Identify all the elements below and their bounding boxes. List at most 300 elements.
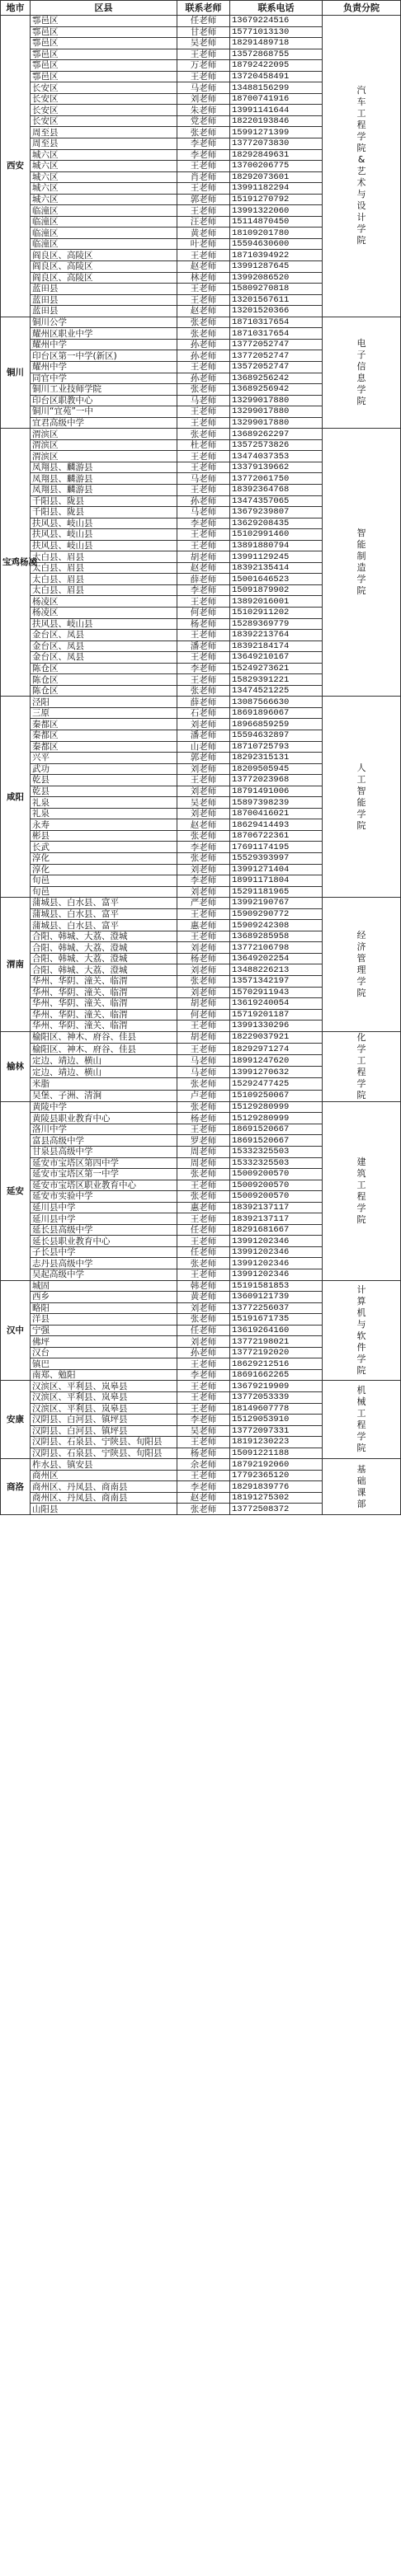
teacher-cell: 石老师 <box>177 707 230 719</box>
district-cell: 榆阳区、神木、府谷、佳县 <box>31 1043 177 1054</box>
school-cell <box>323 429 401 697</box>
phone-cell: 18792192060 <box>230 1459 323 1471</box>
district-cell: 凤翔县、麟游县 <box>31 473 177 485</box>
teacher-cell: 周老师 <box>177 1146 230 1157</box>
district-cell: 城六区 <box>31 149 177 161</box>
phone-cell: 18109201780 <box>230 228 323 239</box>
district-cell: 蓝田县 <box>31 294 177 306</box>
teacher-cell: 王老师 <box>177 406 230 418</box>
district-cell: 陈仓区 <box>31 663 177 674</box>
teacher-cell: 吴老师 <box>177 797 230 809</box>
phone-cell: 15909290772 <box>230 908 323 920</box>
teacher-cell: 刘老师 <box>177 964 230 976</box>
teacher-cell: 何老师 <box>177 1009 230 1021</box>
teacher-cell: 汪老师 <box>177 216 230 228</box>
teacher-cell: 张老师 <box>177 830 230 842</box>
phone-cell: 18700416021 <box>230 808 323 819</box>
district-cell: 杨凌区 <box>31 607 177 618</box>
district-cell: 太白县、眉县 <box>31 574 177 585</box>
district-cell: 延安市实验中学 <box>31 1191 177 1203</box>
teacher-cell: 杨老师 <box>177 618 230 630</box>
teacher-cell: 刘老师 <box>177 763 230 775</box>
phone-cell: 13772052747 <box>230 350 323 362</box>
district-cell: 鄠邑区 <box>31 38 177 49</box>
teacher-cell: 吴老师 <box>177 38 230 49</box>
teacher-cell: 王老师 <box>177 931 230 942</box>
district-cell: 渭滨区 <box>31 429 177 440</box>
teacher-cell: 王老师 <box>177 284 230 295</box>
district-cell: 南郑、勉阳 <box>31 1369 177 1381</box>
district-cell: 渭滨区 <box>31 451 177 462</box>
district-cell: 延川县中学 <box>31 1202 177 1213</box>
teacher-cell: 郭老师 <box>177 194 230 205</box>
teacher-cell: 王老师 <box>177 1180 230 1191</box>
district-cell: 城固 <box>31 1280 177 1292</box>
district-cell: 太白县、眉县 <box>31 562 177 574</box>
district-cell: 阎良区、高陵区 <box>31 272 177 284</box>
district-cell: 柞水县、镇安县 <box>31 1459 177 1471</box>
phone-cell: 15102911202 <box>230 607 323 618</box>
phone-cell: 15909242308 <box>230 920 323 931</box>
teacher-cell: 王老师 <box>177 1470 230 1481</box>
city-cell: 西安 <box>1 16 31 317</box>
district-cell: 汉滨区、平利县、岚皋县 <box>31 1391 177 1403</box>
teacher-cell: 王老师 <box>177 1358 230 1370</box>
district-cell: 长安区 <box>31 82 177 94</box>
teacher-cell: 韩老师 <box>177 1280 230 1292</box>
district-cell: 蒲城县、白水县、富平 <box>31 898 177 909</box>
district-cell: 铜川公学 <box>31 317 177 328</box>
phone-cell: 18791491006 <box>230 786 323 797</box>
district-cell: 渭滨区 <box>31 439 177 451</box>
teacher-cell: 李老师 <box>177 1415 230 1426</box>
phone-cell: 13649210167 <box>230 652 323 664</box>
district-cell: 扶风县、岐山县 <box>31 518 177 529</box>
teacher-cell: 刘老师 <box>177 987 230 998</box>
district-cell: 佛坪 <box>31 1336 177 1348</box>
phone-cell: 18392213764 <box>230 630 323 641</box>
district-cell: 富县高级中学 <box>31 1135 177 1147</box>
teacher-cell: 王老师 <box>177 1124 230 1135</box>
district-cell: 泾阳 <box>31 697 177 708</box>
phone-cell: 18220193846 <box>230 115 323 127</box>
teacher-cell: 杨老师 <box>177 1448 230 1459</box>
teacher-cell: 孙老师 <box>177 373 230 384</box>
teacher-cell: 周老师 <box>177 1157 230 1169</box>
city-cell: 咸阳 <box>1 697 31 898</box>
phone-cell: 15009200570 <box>230 1191 323 1203</box>
district-cell: 凤翔县、麟游县 <box>31 462 177 473</box>
phone-cell: 15249273621 <box>230 663 323 674</box>
phone-cell: 13619240054 <box>230 998 323 1010</box>
phone-cell: 18392364768 <box>230 484 323 495</box>
phone-cell: 13772106798 <box>230 942 323 954</box>
district-cell: 鄠邑区 <box>31 71 177 82</box>
teacher-cell: 王老师 <box>177 540 230 551</box>
district-cell: 铜川“宜苑”一中 <box>31 406 177 418</box>
teacher-cell: 胡老师 <box>177 998 230 1010</box>
phone-cell: 13689256942 <box>230 384 323 396</box>
city-cell: 延安 <box>1 1101 31 1280</box>
teacher-cell: 任老师 <box>177 1325 230 1336</box>
phone-cell: 13991270632 <box>230 1067 323 1078</box>
teacher-cell: 赵老师 <box>177 306 230 317</box>
teacher-cell: 李老师 <box>177 1481 230 1493</box>
city-cell: 商洛 <box>1 1459 31 1515</box>
city-cell: 铜川 <box>1 317 31 428</box>
phone-cell: 18629212516 <box>230 1358 323 1370</box>
phone-cell: 18991247620 <box>230 1055 323 1067</box>
teacher-cell: 张老师 <box>177 429 230 440</box>
district-cell: 镇巴 <box>31 1358 177 1370</box>
district-cell: 汉阴县、白河县、镇坪县 <box>31 1415 177 1426</box>
phone-cell: 15719201187 <box>230 1009 323 1021</box>
phone-cell: 13992190767 <box>230 898 323 909</box>
district-cell: 淳化 <box>31 864 177 875</box>
district-cell: 耀州中学 <box>31 361 177 373</box>
district-cell: 城六区 <box>31 171 177 183</box>
phone-cell: 15191270792 <box>230 194 323 205</box>
phone-cell: 13772023968 <box>230 775 323 786</box>
district-cell: 长安区 <box>31 105 177 116</box>
phone-cell: 18291681667 <box>230 1224 323 1236</box>
phone-cell: 13891880794 <box>230 540 323 551</box>
teacher-cell: 王老师 <box>177 630 230 641</box>
teacher-cell: 马老师 <box>177 1055 230 1067</box>
district-cell: 长安区 <box>31 115 177 127</box>
teacher-cell: 马老师 <box>177 82 230 94</box>
teacher-cell: 任老师 <box>177 1224 230 1236</box>
teacher-cell: 张老师 <box>177 127 230 138</box>
phone-cell: 15091879902 <box>230 584 323 596</box>
teacher-cell: 张老师 <box>177 1314 230 1326</box>
teacher-cell: 王老师 <box>177 1021 230 1032</box>
teacher-cell: 惠老师 <box>177 1202 230 1213</box>
phone-cell: 13772073830 <box>230 138 323 150</box>
teacher-cell: 马老师 <box>177 507 230 518</box>
district-cell: 华州、华阴、潼关、临渭 <box>31 1021 177 1032</box>
district-cell: 铜川工业技师学院 <box>31 384 177 396</box>
district-cell: 洛川中学 <box>31 1124 177 1135</box>
teacher-cell: 刘老师 <box>177 808 230 819</box>
phone-cell: 13991271404 <box>230 864 323 875</box>
phone-cell: 13609121739 <box>230 1292 323 1303</box>
district-cell: 城六区 <box>31 161 177 172</box>
phone-cell: 18229037921 <box>230 1031 323 1043</box>
phone-cell: 15594632897 <box>230 730 323 742</box>
teacher-cell: 任老师 <box>177 16 230 27</box>
district-cell: 兴平 <box>31 753 177 764</box>
city-cell: 安康 <box>1 1381 31 1459</box>
phone-cell: 15897398239 <box>230 797 323 809</box>
phone-cell: 18392137117 <box>230 1213 323 1225</box>
phone-cell: 13679219909 <box>230 1381 323 1392</box>
district-cell: 华州、华阴、潼关、临渭 <box>31 998 177 1010</box>
phone-cell: 13772053339 <box>230 1391 323 1403</box>
teacher-cell: 赵老师 <box>177 1492 230 1504</box>
phone-cell: 15114870450 <box>230 216 323 228</box>
district-cell: 米脂 <box>31 1078 177 1090</box>
phone-cell: 13772061750 <box>230 473 323 485</box>
teacher-cell: 肖老师 <box>177 171 230 183</box>
district-cell: 秦都区 <box>31 741 177 753</box>
phone-cell: 13772052747 <box>230 339 323 350</box>
teacher-cell: 孙老师 <box>177 339 230 350</box>
city-cell: 渭南 <box>1 898 31 1032</box>
teacher-cell: 王老师 <box>177 775 230 786</box>
school-label: 机械工程学院 <box>356 1385 366 1454</box>
phone-cell: 15129280999 <box>230 1101 323 1113</box>
phone-cell: 15009200570 <box>230 1169 323 1180</box>
phone-cell: 13991287645 <box>230 261 323 273</box>
teacher-cell: 李老师 <box>177 584 230 596</box>
teacher-cell: 马老师 <box>177 473 230 485</box>
district-cell: 合阳、韩城、大荔、澄城 <box>31 942 177 954</box>
phone-cell: 13488226213 <box>230 964 323 976</box>
teacher-cell: 薛老师 <box>177 697 230 708</box>
phone-cell: 13299017880 <box>230 406 323 418</box>
district-cell: 商州区 <box>31 1470 177 1481</box>
district-cell: 旬邑 <box>31 886 177 898</box>
phone-cell: 13700206775 <box>230 161 323 172</box>
phone-cell: 13991202346 <box>230 1236 323 1247</box>
school-cell <box>323 1031 401 1101</box>
school-label: 基础课部 <box>356 1463 366 1509</box>
phone-cell: 13299017880 <box>230 417 323 429</box>
header-city: 地市 <box>1 1 31 16</box>
teacher-cell: 王老师 <box>177 1269 230 1280</box>
teacher-cell: 王老师 <box>177 451 230 462</box>
district-cell: 扶风县、岐山县 <box>31 540 177 551</box>
district-cell: 榆阳区、神木、府谷、佳县 <box>31 1031 177 1043</box>
phone-cell: 15001646523 <box>230 574 323 585</box>
teacher-cell: 甘老师 <box>177 26 230 38</box>
teacher-cell: 黄老师 <box>177 228 230 239</box>
teacher-cell: 王老师 <box>177 250 230 261</box>
phone-cell: 18291839776 <box>230 1481 323 1493</box>
phone-cell: 13201567611 <box>230 294 323 306</box>
teacher-cell: 刘老师 <box>177 93 230 105</box>
district-cell: 吴堡、子洲、清涧 <box>31 1090 177 1101</box>
phone-cell: 17792365120 <box>230 1470 323 1481</box>
district-cell: 合阳、韩城、大荔、澄城 <box>31 931 177 942</box>
district-cell: 延安市宝塔区第四中学 <box>31 1157 177 1169</box>
phone-cell: 18700741916 <box>230 93 323 105</box>
teacher-cell: 林老师 <box>177 272 230 284</box>
teacher-cell: 刘老师 <box>177 886 230 898</box>
district-cell: 凤翔县、麟游县 <box>31 484 177 495</box>
phone-cell: 18292971274 <box>230 1043 323 1054</box>
phone-cell: 18706722361 <box>230 830 323 842</box>
district-cell: 太白县、眉县 <box>31 551 177 563</box>
teacher-cell: 王老师 <box>177 674 230 686</box>
table-row <box>1 429 401 440</box>
district-cell: 千阳县、陇县 <box>31 507 177 518</box>
teacher-cell: 张老师 <box>177 1504 230 1515</box>
phone-cell: 15332325503 <box>230 1157 323 1169</box>
district-cell: 淳化 <box>31 853 177 865</box>
phone-cell: 13689256242 <box>230 373 323 384</box>
phone-cell: 13299017880 <box>230 395 323 406</box>
header-row <box>1 1 401 16</box>
school-cell <box>323 1280 401 1381</box>
teacher-cell: 何老师 <box>177 607 230 618</box>
city-cell: 汉中 <box>1 1280 31 1381</box>
phone-cell: 13689262297 <box>230 429 323 440</box>
teacher-cell: 赵老师 <box>177 562 230 574</box>
district-cell: 三原 <box>31 707 177 719</box>
table-row <box>1 898 401 909</box>
district-cell: 商州区、丹凤县、商南县 <box>31 1492 177 1504</box>
phone-cell: 18691896067 <box>230 707 323 719</box>
district-cell: 蓝田县 <box>31 306 177 317</box>
district-cell: 汉阴县、石泉县、宁陕县、旬阳县 <box>31 1448 177 1459</box>
teacher-cell: 王老师 <box>177 183 230 195</box>
phone-cell: 15332325503 <box>230 1146 323 1157</box>
district-cell: 汉滨区、平利县、岚皋县 <box>31 1381 177 1392</box>
teacher-cell: 杜老师 <box>177 439 230 451</box>
district-cell: 略阳 <box>31 1302 177 1314</box>
teacher-cell: 王老师 <box>177 361 230 373</box>
teacher-cell: 王老师 <box>177 652 230 664</box>
phone-cell: 15809270818 <box>230 284 323 295</box>
phone-cell: 13992086520 <box>230 272 323 284</box>
district-cell: 武功 <box>31 763 177 775</box>
district-cell: 长安区 <box>31 93 177 105</box>
phone-cell: 18792422095 <box>230 60 323 72</box>
phone-cell: 13772508372 <box>230 1504 323 1515</box>
district-cell: 蒲城县、白水县、富平 <box>31 920 177 931</box>
teacher-cell: 李老师 <box>177 663 230 674</box>
table-row <box>1 1381 401 1392</box>
teacher-cell: 张老师 <box>177 1101 230 1113</box>
teacher-cell: 孙老师 <box>177 1347 230 1358</box>
phone-cell: 15702911943 <box>230 987 323 998</box>
district-cell: 印台区第一中学(新区) <box>31 350 177 362</box>
district-cell: 鄠邑区 <box>31 16 177 27</box>
teacher-cell: 王老师 <box>177 462 230 473</box>
phone-cell: 13991322060 <box>230 205 323 217</box>
teacher-cell: 赵老师 <box>177 819 230 831</box>
district-cell: 鄠邑区 <box>31 49 177 60</box>
district-cell: 汉阴县、石泉县、宁陕县、旬阳县 <box>31 1437 177 1448</box>
school-label: 计算机与软件学院 <box>356 1283 366 1376</box>
school-label: 经济管理学院 <box>356 929 366 998</box>
table-row <box>1 317 401 328</box>
teacher-cell: 王老师 <box>177 596 230 608</box>
teacher-cell: 马老师 <box>177 1067 230 1078</box>
teacher-cell: 王老师 <box>177 417 230 429</box>
phone-cell: 13679224516 <box>230 16 323 27</box>
teacher-cell: 任老师 <box>177 1246 230 1258</box>
teacher-cell: 王老师 <box>177 71 230 82</box>
teacher-cell: 张老师 <box>177 853 230 865</box>
phone-cell: 13991202346 <box>230 1246 323 1258</box>
teacher-cell: 张老师 <box>177 328 230 340</box>
phone-cell: 15991271399 <box>230 127 323 138</box>
teacher-cell: 王老师 <box>177 529 230 541</box>
district-cell: 周至县 <box>31 127 177 138</box>
teacher-cell: 惠老师 <box>177 920 230 931</box>
district-cell: 汉台 <box>31 1347 177 1358</box>
school-label: 人工智能学院 <box>356 762 366 831</box>
district-cell: 秦都区 <box>31 730 177 742</box>
district-cell: 华州、华阴、潼关、临渭 <box>31 976 177 988</box>
phone-cell: 18710317654 <box>230 328 323 340</box>
teacher-cell: 王老师 <box>177 484 230 495</box>
school-cell <box>323 697 401 898</box>
district-cell: 延安市宝塔区第一中学 <box>31 1169 177 1180</box>
phone-cell: 13474037353 <box>230 451 323 462</box>
district-cell: 华州、华阴、潼关、临渭 <box>31 1009 177 1021</box>
district-cell: 商州区、丹凤县、商南县 <box>31 1481 177 1493</box>
district-cell: 汉滨区、平利县、岚皋县 <box>31 1403 177 1415</box>
phone-cell: 18691520667 <box>230 1135 323 1147</box>
teacher-cell: 罗老师 <box>177 1135 230 1147</box>
table-row <box>1 1459 401 1471</box>
teacher-cell: 万老师 <box>177 60 230 72</box>
phone-cell: 13619264160 <box>230 1325 323 1336</box>
phone-cell: 18292315131 <box>230 753 323 764</box>
table-body <box>1 16 401 1515</box>
teacher-cell: 赵老师 <box>177 261 230 273</box>
school-cell <box>323 1101 401 1280</box>
district-cell: 鄠邑区 <box>31 60 177 72</box>
district-cell: 延长县高级中学 <box>31 1224 177 1236</box>
teacher-cell: 王老师 <box>177 49 230 60</box>
phone-cell: 18392135414 <box>230 562 323 574</box>
phone-cell: 18691662265 <box>230 1369 323 1381</box>
teacher-cell: 王老师 <box>177 1391 230 1403</box>
phone-cell: 15289369779 <box>230 618 323 630</box>
phone-cell: 13991141644 <box>230 105 323 116</box>
teacher-cell: 王老师 <box>177 1236 230 1247</box>
phone-cell: 18191230223 <box>230 1437 323 1448</box>
district-cell: 子长县中学 <box>31 1246 177 1258</box>
teacher-cell: 杨老师 <box>177 953 230 964</box>
phone-cell: 15102991460 <box>230 529 323 541</box>
district-cell: 太白县、眉县 <box>31 584 177 596</box>
phone-cell: 13892016001 <box>230 596 323 608</box>
phone-cell: 18209505945 <box>230 763 323 775</box>
city-cell: 榆林 <box>1 1031 31 1101</box>
phone-cell: 18629414493 <box>230 819 323 831</box>
district-cell: 华州、华阴、潼关、临渭 <box>31 987 177 998</box>
district-cell: 陈仓区 <box>31 685 177 697</box>
phone-cell: 18291489718 <box>230 38 323 49</box>
city-cell: 宝鸡杨凌 <box>1 429 31 697</box>
phone-cell: 13991202346 <box>230 1258 323 1269</box>
district-cell: 临潼区 <box>31 205 177 217</box>
phone-cell: 13772256037 <box>230 1302 323 1314</box>
table-row <box>1 697 401 708</box>
district-cell: 汉阴县、白河县、镇坪县 <box>31 1425 177 1437</box>
district-cell: 甘泉县高级中学 <box>31 1146 177 1157</box>
school-cell <box>323 16 401 317</box>
district-cell: 定边、靖边、横山 <box>31 1067 177 1078</box>
teacher-cell: 严老师 <box>177 898 230 909</box>
school-label: 建筑工程学院 <box>356 1156 366 1225</box>
teacher-cell: 李老师 <box>177 1369 230 1381</box>
teacher-cell: 刘老师 <box>177 786 230 797</box>
district-cell: 旬邑 <box>31 875 177 887</box>
teacher-cell: 李老师 <box>177 842 230 853</box>
teacher-cell: 张老师 <box>177 1258 230 1269</box>
phone-cell: 15291181965 <box>230 886 323 898</box>
district-cell: 宜君高级中学 <box>31 417 177 429</box>
phone-cell: 13379139662 <box>230 462 323 473</box>
phone-cell: 15771013130 <box>230 26 323 38</box>
